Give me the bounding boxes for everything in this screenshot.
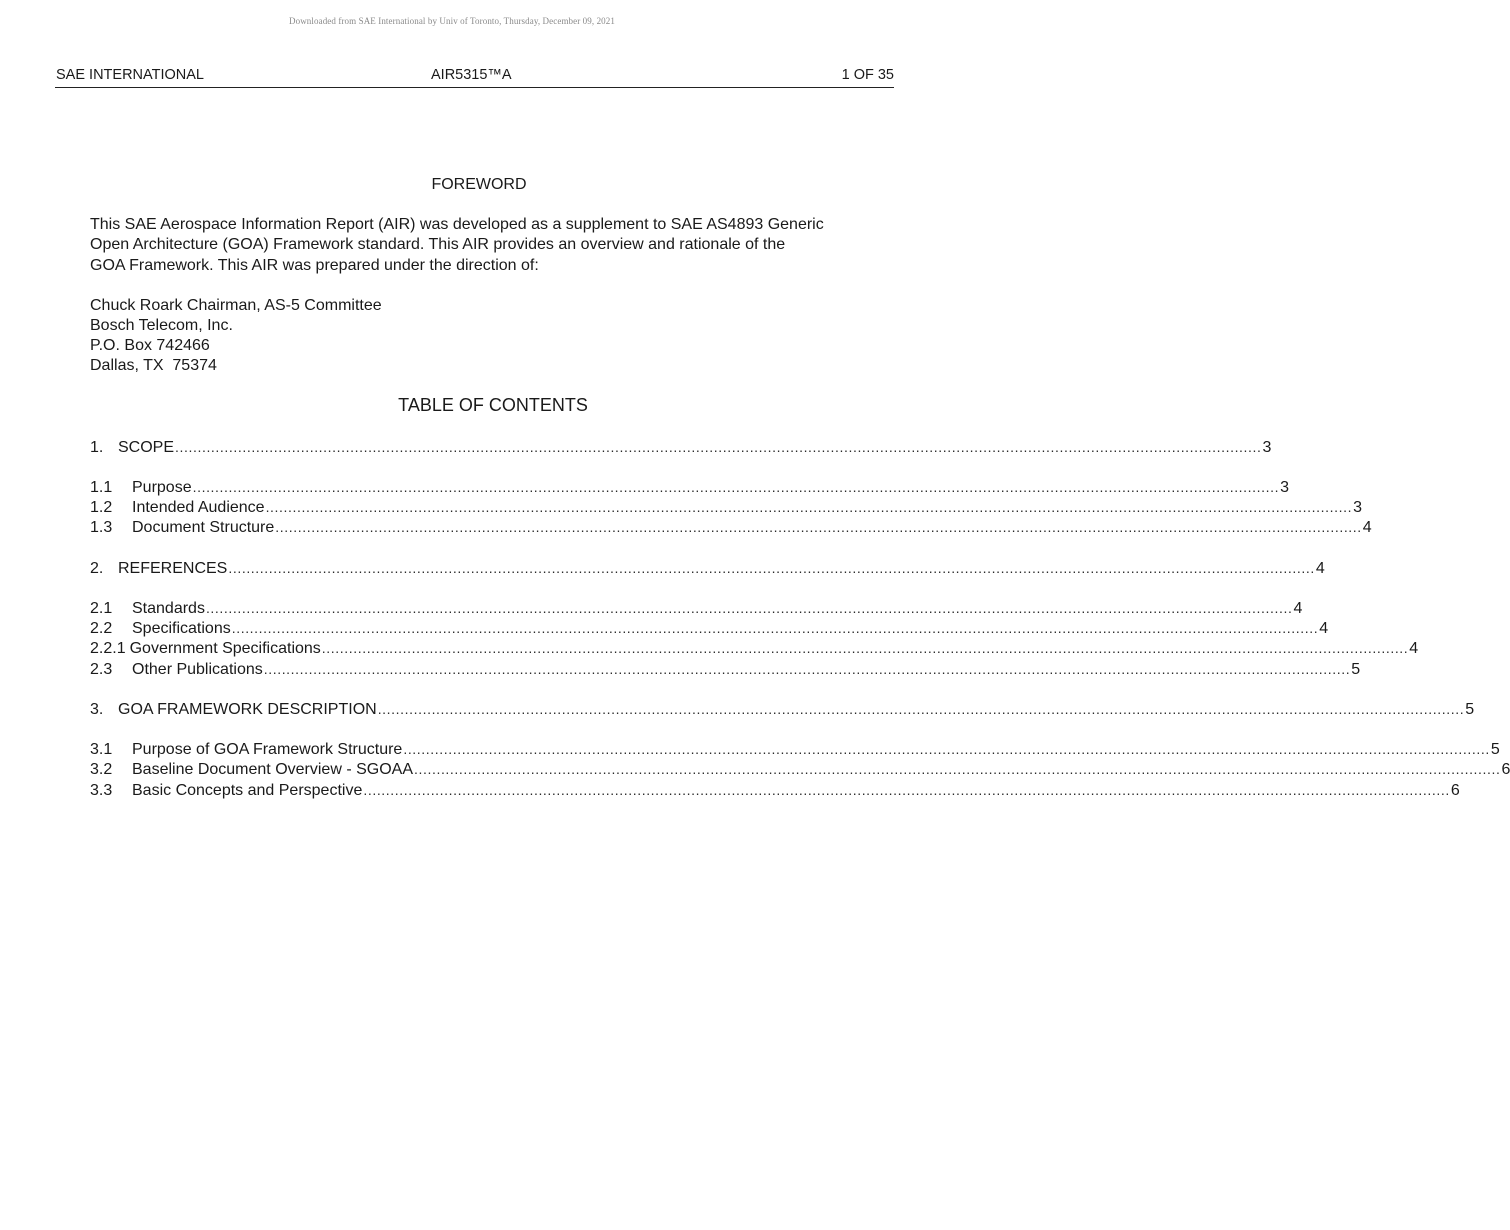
toc-entry-specifications[interactable] [90,618,1329,638]
toc-entry-number: 1.3 [90,519,113,536]
toc-entry-other-publications[interactable] [90,659,1361,679]
toc-entry-title: Government Specifications [129,640,321,657]
header-organization: SAE INTERNATIONAL [56,67,204,83]
toc-entry-purpose-of-goa-framework[interactable] [90,739,1500,759]
toc-entry-page: 4 [1315,560,1325,577]
toc-dot-leader: .................................................................................................................................................................................................................................................. [377,701,1465,717]
toc-entry-standards[interactable] [90,598,1303,618]
toc-entry-title: Purpose of GOA Framework Structure [132,741,403,758]
page-header [55,67,894,88]
committee-address [90,296,382,376]
toc-entry-page: 5 [1490,741,1500,758]
download-watermark: Downloaded from SAE International by Univ of Toronto, Thursday, December 09, 2021 [289,16,615,26]
toc-entry-number: 1. [90,439,104,456]
toc-entry-page: 6 [1450,782,1460,799]
toc-entry-title: Intended Audience [132,499,265,516]
toc-entry-scope[interactable] [90,437,1272,457]
toc-entry-government-specifications[interactable] [90,638,1419,658]
toc-entry-title: GOA FRAMEWORK DESCRIPTION [118,701,377,718]
toc-entry-number: 3.2 [90,761,113,778]
toc-entry-title: Purpose [132,479,192,496]
toc-entry-title: Standards [132,600,205,617]
toc-entry-page: 4 [1293,600,1303,617]
toc-entry-page: 4 [1409,640,1419,657]
toc-dot-leader: .................................................................................................................................................................................................................................................. [275,519,1362,535]
address-line: Dallas, TX 75374 [90,357,217,375]
toc-entry-baseline-document-overview[interactable] [90,759,1510,779]
address-line: Chuck Roark Chairman, AS-5 Committee [90,297,382,314]
toc-entry-title: SCOPE [118,439,175,456]
toc-entry-title: REFERENCES [118,560,228,577]
toc-dot-leader: .................................................................................................................................................................................................................................................. [192,479,1280,495]
toc-entry-title: Other Publications [132,661,263,678]
toc-entry-number: 2.2 [90,620,113,637]
toc-entry-title: Basic Concepts and Perspective [132,782,363,799]
toc-entry-page: 5 [1465,701,1475,718]
toc-entry-title: Specifications [132,620,231,637]
toc-entry-page: 3 [1262,439,1272,456]
toc-entry-number: 2. [90,560,104,577]
toc-entry-page: 3 [1280,479,1289,496]
foreword-line: GOA Framework. This AIR was prepared under the direction of: [90,256,539,274]
toc-dot-leader: .................................................................................................................................................................................................................................................. [363,782,1450,798]
toc-dot-leader: .................................................................................................................................................................................................................................................. [175,439,1262,455]
toc-entry-number: 1.2 [90,499,113,516]
toc-entry-page: 5 [1351,661,1361,678]
toc-entry-title: Document Structure [132,519,275,536]
foreword-line: Open Architecture (GOA) Framework standard. This AIR provides an overview and rationale of the [90,236,786,254]
toc-entry-page: 6 [1501,761,1510,778]
toc-heading: TABLE OF CONTENTS [398,395,588,415]
toc-dot-leader: .................................................................................................................................................................................................................................................. [263,661,1351,677]
toc-entry-number: 3.1 [90,741,113,758]
header-document-id: AIR5315™A [431,67,512,83]
toc-entry-document-structure[interactable] [90,517,1372,537]
toc-entry-purpose[interactable] [90,477,1289,497]
toc-entry-number: 2.3 [90,661,113,678]
toc-dot-leader: .................................................................................................................................................................................................................................................. [205,600,1293,616]
toc-dot-leader: .................................................................................................................................................................................................................................................. [231,620,1319,636]
toc-dot-leader: .................................................................................................................................................................................................................................................. [265,499,1353,515]
toc-entry-goa-framework-description[interactable] [90,699,1475,719]
toc-dot-leader: .................................................................................................................................................................................................................................................. [414,761,1501,777]
toc-entry-page: 4 [1319,620,1329,637]
foreword-heading: FOREWORD [431,176,527,193]
foreword-paragraph [90,215,880,276]
toc-entry-page: 4 [1362,519,1372,536]
header-page-number: 1 OF 35 [841,67,894,83]
toc-entry-title: Baseline Document Overview - SGOAA [132,761,413,778]
toc-dot-leader: .................................................................................................................................................................................................................................................. [228,560,1315,576]
address-line: P.O. Box 742466 [90,337,210,355]
toc-dot-leader: .................................................................................................................................................................................................................................................. [403,741,1490,757]
toc-entry-page: 3 [1353,499,1362,516]
toc-entry-references[interactable] [90,558,1325,578]
toc-entry-number: 2.2.1 [90,640,126,657]
toc-entry-number: 3. [90,701,104,718]
address-line: Bosch Telecom, Inc. [90,317,233,335]
toc-entry-basic-concepts[interactable] [90,780,1460,800]
toc-dot-leader: .................................................................................................................................................................................................................................................. [321,640,1409,656]
foreword-line: This SAE Aerospace Information Report (AIR) was developed as a supplement to SAE AS4893 Generic [90,216,824,233]
toc-entry-number: 2.1 [90,600,113,617]
toc-entry-number: 3.3 [90,782,113,799]
toc-entry-number: 1.1 [90,479,113,496]
toc-entry-intended-audience[interactable] [90,497,1362,517]
